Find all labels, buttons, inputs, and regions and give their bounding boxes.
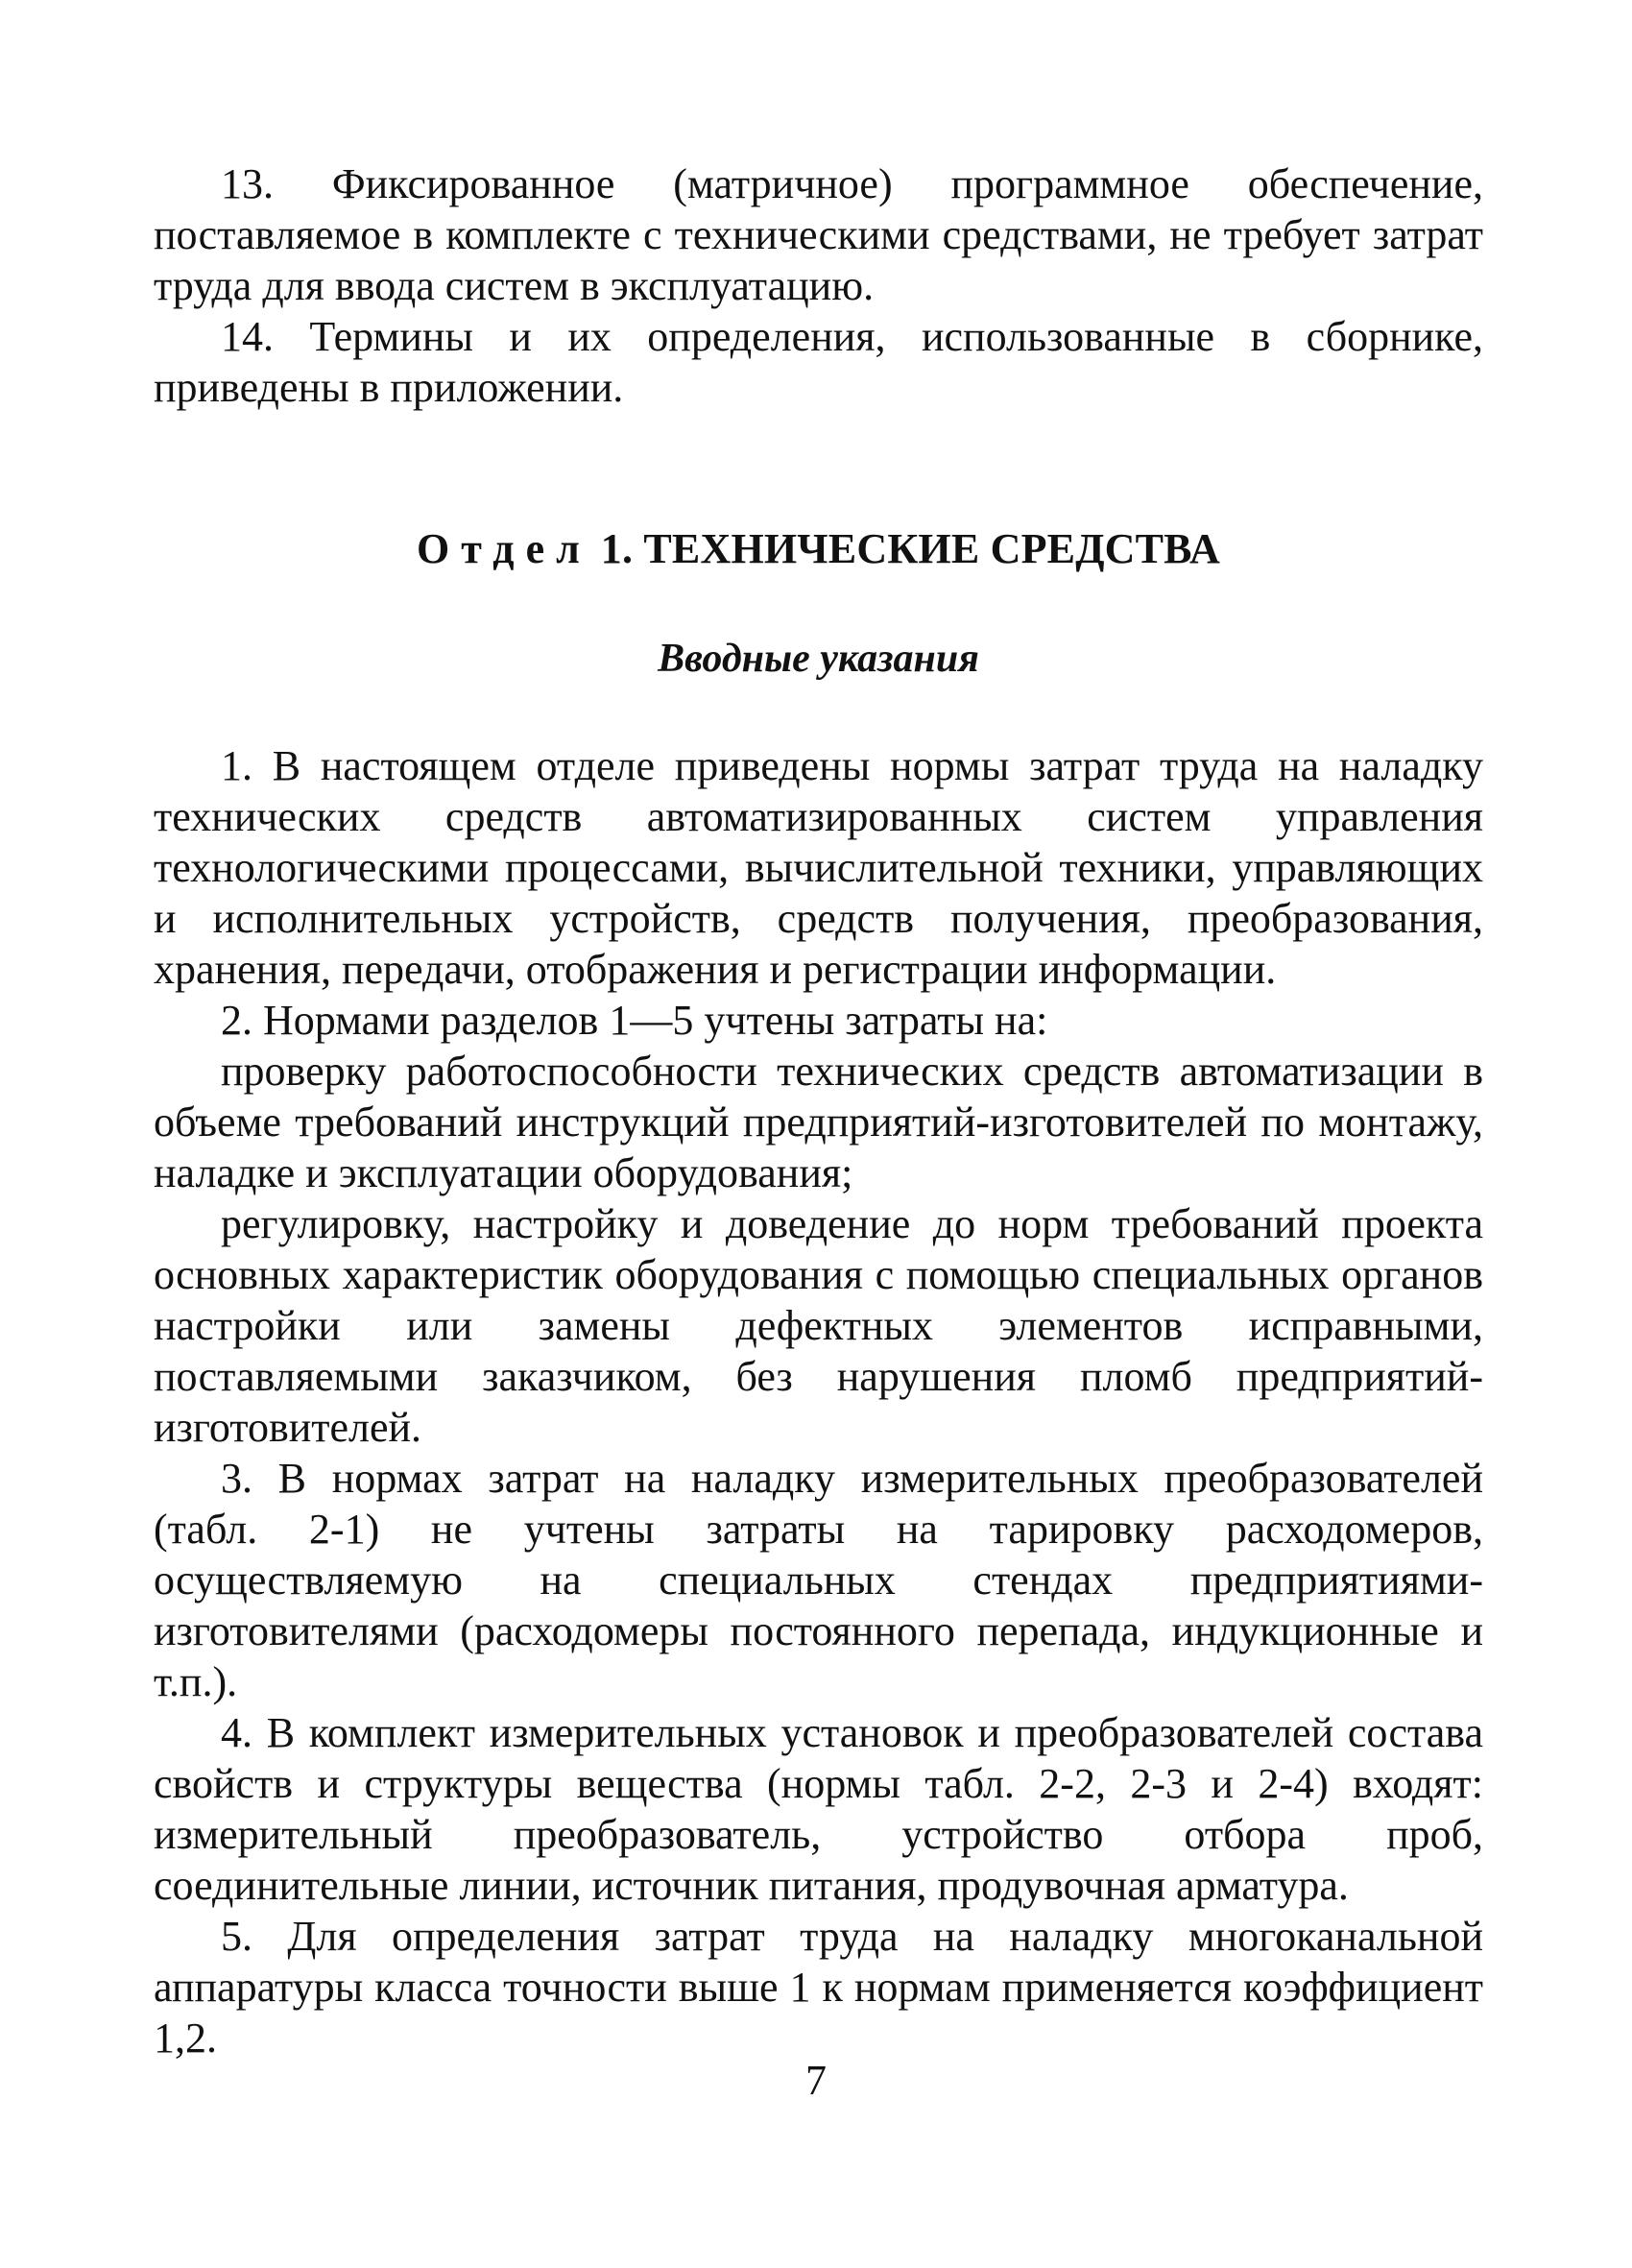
section-label: Отдел <box>417 525 591 572</box>
paragraph-2: 2. Нормами разделов 1—5 учтены затраты на: <box>221 997 1048 1044</box>
section-heading <box>154 523 1483 574</box>
page-number: 7 <box>805 2057 827 2104</box>
paragraph-14: 14. Термины и их определения, использованные в сборнике, приведены в приложении. <box>154 313 1483 411</box>
paragraph-2-item-2: регулировку, настройку и доведение до норм требований проекта основных характеристик оборудования с помощью специальных органов настройки или замены дефектных элементов исправными, поставляемыми заказчиком, без нарушения пломб предприятий-изготовителей. <box>154 1200 1483 1451</box>
section-subtitle: Вводные указания <box>658 637 979 681</box>
paragraph-4: 4. В комплект измерительных установок и преобразователей состава свойств и структуры вещества (нормы табл. 2-2, 2-3 и 2-4) входят: измерительный преобразователь, устройство отбора проб, соединительные линии, источник питания, продувочная арматура. <box>154 1709 1483 1909</box>
document-page <box>154 158 1483 2063</box>
paragraph-13: 13. Фиксированное (матричное) программное обеспечение, поставляемое в комплекте с техническими средствами, не требует затрат труда для ввода систем в эксплуатацию. <box>154 160 1483 309</box>
section-title: 1. ТЕХНИЧЕСКИЕ СРЕДСТВА <box>600 525 1220 572</box>
paragraph-3: 3. В нормах затрат на наладку измерительных преобразователей (табл. 2-1) не учтены затраты на тарировку расходомеров, осуществляемую на специальных стендах предприятиями-изготовителями (расходомеры постоянного перепада, индукционные и т.п.). <box>154 1455 1483 1705</box>
paragraph-1: 1. В настоящем отделе приведены нормы затрат труда на наладку технических средств автоматизированных систем управления технологическими процессами, вычислительной техники, управляющих и исполнительных устройств, средств получения, преобразования, хранения, передачи, отображения и регистрации информации. <box>154 742 1483 993</box>
paragraph-5: 5. Для определения затрат труда на наладку многоканальной аппаратуры класса точности выше 1 к нормам применяется коэффициент 1,2. <box>154 1913 1483 2062</box>
paragraph-2-item-1: проверку работоспособности технических средств автоматизации в объеме требований инструкций предприятий-изготовителей по монтажу, наладке и эксплуатации оборудования; <box>154 1048 1483 1196</box>
